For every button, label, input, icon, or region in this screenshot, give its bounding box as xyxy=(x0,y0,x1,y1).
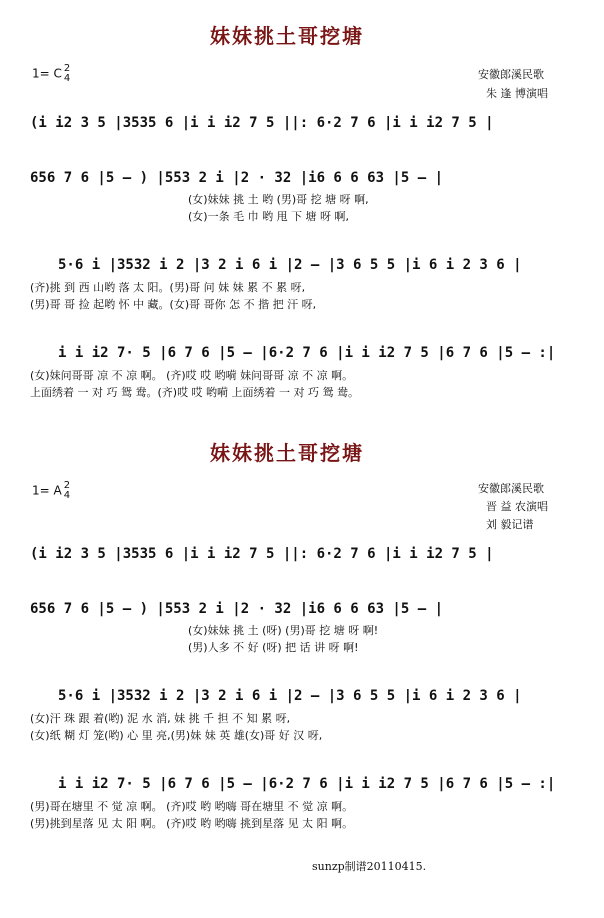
song-title: 妹妹挑土哥挖塘 xyxy=(210,441,364,465)
notation-line-4: i i i2 7· 5 |6 7 6 |5 – |6·2 7 6 |i i i2 7 5 |6 7 6 |5 – :| xyxy=(58,776,556,792)
lyric-line: (女)妹妹 挑 土 (呀) (男)哥 挖 塘 呀 啊! xyxy=(188,624,379,637)
credit-region: 安徽郎溪民歌 xyxy=(478,482,544,495)
notation-line-2: 656 7 6 |5 – ) |553 2 i |2 · 32 |i6 6 6 63 |5 – | xyxy=(30,601,444,617)
key-prefix: 1= C xyxy=(32,66,62,81)
notation-line-1: (i i2 3 5 |3535 6 |i i i2 7 5 ||: 6·2 7 6 |i i i2 7 5 | xyxy=(30,115,494,131)
lyric-line: (男)哥 哥 捡 起哟 怀 中 藏。(女)哥 哥你 怎 不 揩 把 汗 呀, xyxy=(30,298,317,311)
notation-line-2: 656 7 6 |5 – ) |553 2 i |2 · 32 |i6 6 6 63 |5 – | xyxy=(30,170,444,186)
lyric-line: (齐)挑 到 西 山哟 落 太 阳。(男)哥 问 妹 妹 累 不 累 呀, xyxy=(30,281,306,294)
footer-credit: sunzp制谱20110415. xyxy=(312,860,427,873)
lyric-line: (女)妹妹 挑 土 哟 (男)哥 挖 塘 呀 啊, xyxy=(188,193,369,206)
lyric-line: (女)纸 糊 灯 笼(哟) 心 里 亮,(男)妹 妹 英 雄(女)哥 好 汉 呀, xyxy=(30,729,323,742)
lyric-line: (男)挑到星落 见 太 阳 啊。 (齐)哎 哟 哟嗨 挑到星落 见 太 阳 啊。 xyxy=(30,817,354,830)
notation-line-4: i i i2 7· 5 |6 7 6 |5 – |6·2 7 6 |i i i2 7 5 |6 7 6 |5 – :| xyxy=(58,345,556,361)
lyric-line: (女)妹问哥哥 凉 不 凉 啊。 (齐)哎 哎 哟嗬 妹问哥哥 凉 不 凉 啊。 xyxy=(30,369,354,382)
credit-region: 安徽郎溪民歌 xyxy=(478,68,544,81)
key-prefix: 1= A xyxy=(32,483,62,498)
notation-line-1: (i i2 3 5 |3535 6 |i i i2 7 5 ||: 6·2 7 6 |i i i2 7 5 | xyxy=(30,546,494,562)
lyric-line: (男)哥在塘里 不 觉 凉 啊。 (齐)哎 哟 哟嗨 哥在塘里 不 觉 凉 啊。 xyxy=(30,800,354,813)
time-signature: 2 4 xyxy=(63,480,71,501)
lyric-line: (女)一条 毛 巾 哟 甩 下 塘 呀 啊, xyxy=(188,210,350,223)
lyric-line: 上面绣着 一 对 巧 鸳 鸯。(齐)哎 哎 哟嗬 上面绣着 一 对 巧 鸳 鸯。 xyxy=(30,386,360,399)
time-signature: 2 4 xyxy=(63,63,71,84)
credit-transcriber: 刘 毅记谱 xyxy=(486,518,534,531)
key-signature xyxy=(32,481,70,501)
lyric-line: (男)人多 不 好 (呀) 把 话 讲 呀 啊! xyxy=(188,641,359,654)
notation-line-3: 5·6 i |3532 i 2 |3 2 i 6 i |2 – |3 6 5 5 |i 6 i 2 3 6 | xyxy=(58,688,522,704)
credit-performer: 朱 逢 博演唱 xyxy=(486,87,548,100)
song-title: 妹妹挑土哥挖塘 xyxy=(210,24,364,48)
key-signature xyxy=(32,64,70,84)
notation-line-3: 5·6 i |3532 i 2 |3 2 i 6 i |2 – |3 6 5 5 |i 6 i 2 3 6 | xyxy=(58,257,522,273)
credit-performer: 晋 益 农演唱 xyxy=(486,500,548,513)
lyric-line: (女)汗 珠 跟 着(哟) 泥 水 消, 妹 挑 千 担 不 知 累 呀, xyxy=(30,712,291,725)
